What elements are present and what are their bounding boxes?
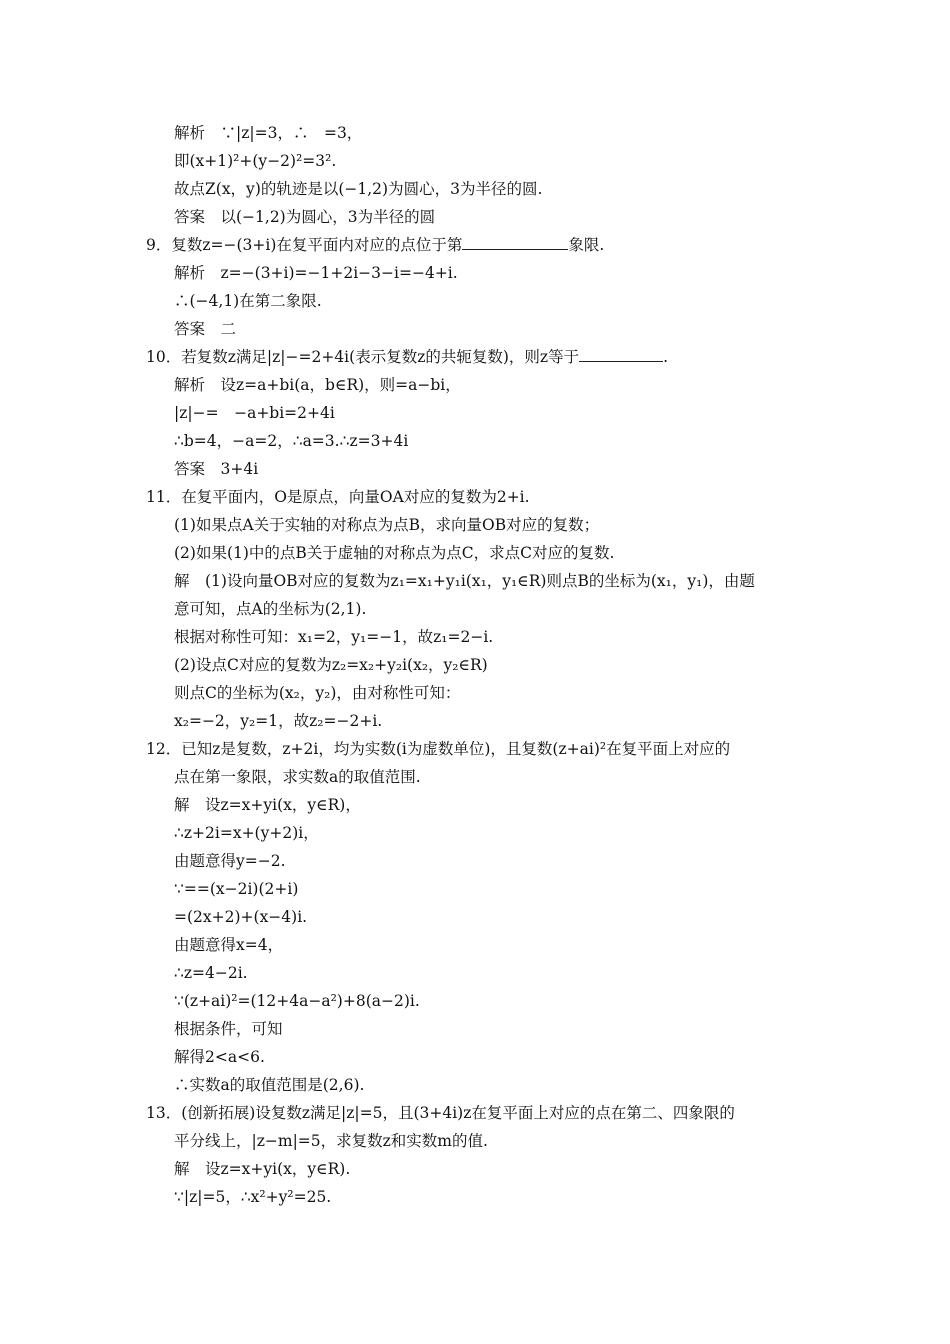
text-line: ∴z+2i=x+(y+2)i，: [174, 824, 319, 842]
text-line: 平分线上，|z−m|=5，求复数z和实数m的值.: [174, 1132, 488, 1150]
text-line: 根据对称性可知：x₁=2，y₁=−1，故z₁=2−i.: [174, 628, 494, 646]
text-line: (2)设点C对应的复数为z₂=x₂+y₂i(x₂，y₂∈R): [174, 656, 488, 674]
answer-blank: [579, 347, 663, 362]
text-line: ∵|z|=5，∴x²+y²=25.: [174, 1188, 332, 1206]
question-text: 10．若复数z满足|z|−=2+4i(表示复数z的共轭复数)，则z等于: [146, 348, 580, 366]
text-line: 故点Z(x，y)的轨迹是以(−1,2)为圆心，3为半径的圆.: [174, 180, 543, 198]
text-line: ∵(z+ai)²=(12+4a−a²)+8(a−2)i.: [174, 992, 420, 1010]
text-line: 解 设z=x+yi(x，y∈R).: [174, 1160, 351, 1178]
text-line: x₂=−2，y₂=1，故z₂=−2+i.: [174, 712, 383, 730]
question-13: 13．(创新拓展)设复数z满足|z|=5，且(3+4i)z在复平面上对应的点在第二、四象限的: [146, 1104, 735, 1122]
text-line: ∴z=4−2i.: [174, 964, 248, 982]
text-line: =(2x+2)+(x−4)i.: [174, 908, 308, 926]
text-line: 则点C的坐标为(x₂，y₂)，由对称性可知：: [174, 684, 461, 702]
answer-blank: [462, 235, 568, 250]
text-line: 意可知，点A的坐标为(2,1).: [174, 600, 367, 618]
text-line: 答案 以(−1,2)为圆心，3为半径的圆: [174, 208, 436, 226]
text-line: ∴(−4,1)在第二象限.: [174, 292, 322, 310]
text-line: ∴b=4，−a=2，∴a=3.∴z=3+4i: [174, 432, 409, 450]
text-line: 答案 3+4i: [174, 460, 259, 478]
text-line: 解得2<a<6.: [174, 1048, 265, 1066]
text-line: 根据条件，可知: [174, 1020, 283, 1038]
question-text: 9．复数z=−(3+i)在复平面内对应的点位于第: [146, 236, 463, 254]
question-9: [146, 235, 604, 255]
text-line: (1)如果点A关于实轴的对称点为点B，求向量OB对应的复数；: [174, 516, 600, 534]
text-line: 答案 二: [174, 320, 237, 338]
text-line: 解析 ∵|z|=3，∴ =3，: [174, 124, 363, 142]
text-line: 解析 z=−(3+i)=−1+2i−3−i=−4+i.: [174, 264, 458, 282]
text-line: (2)如果(1)中的点B关于虚轴的对称点为点C，求点C对应的复数.: [174, 544, 615, 562]
question-11: 11．在复平面内，O是原点，向量OA对应的复数为2+i.: [146, 488, 530, 506]
text-line: 即(x+1)²+(y−2)²=3².: [174, 152, 337, 170]
text-line: |z|−= −a+bi=2+4i: [174, 404, 335, 422]
text-line: 由题意得x=4，: [174, 936, 284, 954]
text-line: 解析 设z=a+bi(a，b∈R)，则=a−bi，: [174, 376, 461, 394]
question-text-tail: 象限.: [568, 236, 605, 254]
question-text-tail: .: [663, 348, 669, 366]
text-line: 由题意得y=−2.: [174, 852, 286, 870]
question-10: [146, 347, 668, 367]
question-12: 12．已知z是复数，z+2i，均为实数(i为虚数单位)，且复数(z+ai)²在复平面上对应的: [146, 740, 731, 758]
text-line: ∴实数a的取值范围是(2,6).: [174, 1076, 365, 1094]
text-line: ∵==(x−2i)(2+i): [174, 880, 299, 898]
text-line: 解 设z=x+yi(x，y∈R)，: [174, 796, 361, 814]
text-line: 点在第一象限，求实数a的取值范围.: [174, 768, 421, 786]
text-line: 解 (1)设向量OB对应的复数为z₁=x₁+y₁i(x₁，y₁∈R)则点B的坐标为(x₁，y₁)，由题: [174, 572, 755, 590]
